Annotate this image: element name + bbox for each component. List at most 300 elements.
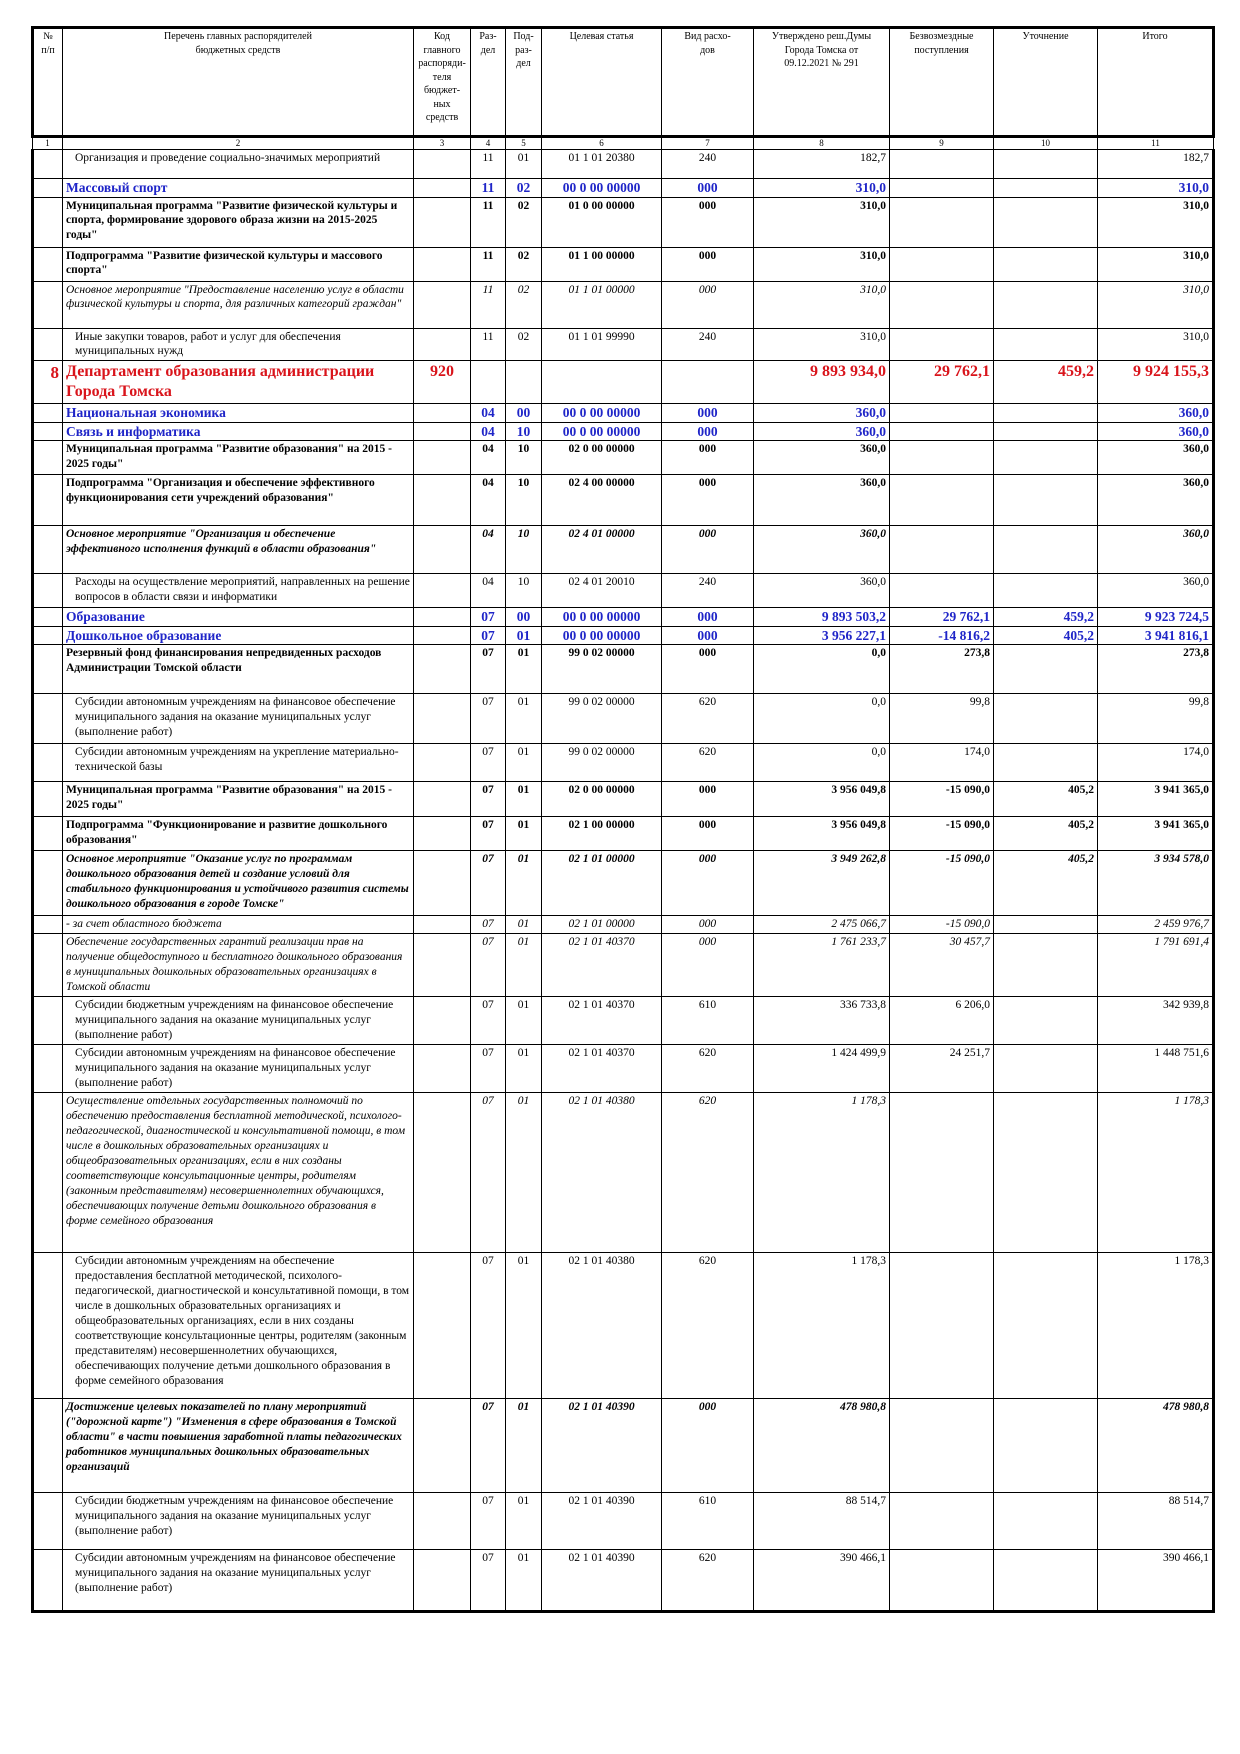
col-subsection-cell: 02 (506, 179, 542, 198)
col-number-cell (33, 475, 63, 526)
col-subsection-cell: 01 (506, 934, 542, 997)
col-section-cell: 11 (471, 328, 506, 361)
col-approved-cell: 182,7 (754, 150, 890, 179)
table-row (33, 150, 1214, 179)
table-row (33, 475, 1214, 526)
col-name-cell: Муниципальная программа "Развитие физической культуры и спорта, формирование здорового образа жизни на 2015-2025 годы" (63, 197, 414, 247)
table-row (33, 1093, 1214, 1253)
col-subsection-cell (506, 361, 542, 404)
col-number-cell (33, 1399, 63, 1493)
column-number-3: 3 (414, 137, 471, 150)
col-target-article-cell: 02 1 01 40380 (542, 1093, 662, 1253)
col-expense-type-cell: 000 (662, 916, 754, 934)
col-total-cell: 182,7 (1098, 150, 1214, 179)
col-name-cell: Субсидии автономным учреждениям на финансовое обеспечение муниципального задания на оказание муниципальных услуг (выполнение работ) (63, 1045, 414, 1093)
column-number-9: 9 (890, 137, 994, 150)
col-total-cell: 99,8 (1098, 694, 1214, 744)
col-number-cell (33, 916, 63, 934)
col-section-cell: 07 (471, 934, 506, 997)
col-number-cell (33, 645, 63, 694)
col-adjustment-cell: 459,2 (994, 361, 1098, 404)
column-number-2: 2 (63, 137, 414, 150)
table-row (33, 441, 1214, 475)
col-grants-cell (890, 441, 994, 475)
col-approved-cell: 0,0 (754, 744, 890, 782)
col-adjustment-cell (994, 441, 1098, 475)
col-admin-code-cell (414, 404, 471, 423)
column-number-11: 11 (1098, 137, 1214, 150)
col-adjustment-cell (994, 281, 1098, 328)
col-admin-code-cell (414, 744, 471, 782)
col-total-cell: 360,0 (1098, 404, 1214, 423)
col-target-article-cell: 02 1 01 40380 (542, 1253, 662, 1399)
col-adjustment-cell (994, 645, 1098, 694)
col-grants-cell (890, 328, 994, 361)
table-row (33, 997, 1214, 1045)
col-name-cell: Субсидии автономным учреждениям на финансовое обеспечение муниципального задания на оказание муниципальных услуг (выполнение работ) (63, 1550, 414, 1612)
table-row (33, 694, 1214, 744)
col-approved-cell: 3 949 262,8 (754, 851, 890, 916)
budget-table-sheet (31, 26, 1212, 1613)
col-expense-type-cell: 240 (662, 328, 754, 361)
col-adjustment-cell (994, 744, 1098, 782)
col-approved-cell: 310,0 (754, 247, 890, 281)
col-grants-cell: -15 090,0 (890, 851, 994, 916)
table-row (33, 817, 1214, 851)
table-body (33, 150, 1214, 1612)
col-section-cell: 04 (471, 404, 506, 423)
col-name-cell: Субсидии автономным учреждениям на обеспечение предоставления бесплатной методической, психолого-педагогической, диагностической и консультативной помощи, в том числе в дошкольных образовательных организациях и общеобразовательных организациях, если в них созданы соответствующие консультационные центры, родителям (законным представителям) несовершеннолетних обучающихся, обеспечивающих получение детьми дошкольного образования в форме семейного образования (63, 1253, 414, 1399)
col-expense-type-cell: 620 (662, 1093, 754, 1253)
col-approved-cell: 2 475 066,7 (754, 916, 890, 934)
header-col-subsection: Под- раз- дел (506, 28, 542, 137)
col-expense-type-cell: 620 (662, 744, 754, 782)
col-number-cell (33, 934, 63, 997)
col-expense-type-cell (662, 361, 754, 404)
col-approved-cell: 310,0 (754, 197, 890, 247)
col-subsection-cell: 01 (506, 626, 542, 645)
col-expense-type-cell: 240 (662, 150, 754, 179)
col-target-article-cell: 02 0 00 00000 (542, 441, 662, 475)
col-total-cell: 88 514,7 (1098, 1493, 1214, 1550)
col-number-cell (33, 1493, 63, 1550)
col-section-cell: 07 (471, 1093, 506, 1253)
col-admin-code-cell (414, 694, 471, 744)
col-number-cell (33, 247, 63, 281)
col-name-cell: Достижение целевых показателей по плану мероприятий ("дорожной карте") "Изменения в сфере образования в Томской области" в части повышения заработной платы педагогических работников муниципальных дошкольных образовательных организаций (63, 1399, 414, 1493)
col-approved-cell: 310,0 (754, 328, 890, 361)
column-number-8: 8 (754, 137, 890, 150)
table-row (33, 934, 1214, 997)
table-row (33, 626, 1214, 645)
col-number-cell (33, 197, 63, 247)
col-number-cell (33, 441, 63, 475)
col-grants-cell (890, 281, 994, 328)
col-number-cell (33, 328, 63, 361)
col-target-article-cell: 02 4 00 00000 (542, 475, 662, 526)
col-grants-cell: -15 090,0 (890, 782, 994, 817)
table-row (33, 645, 1214, 694)
col-expense-type-cell: 000 (662, 1399, 754, 1493)
header-col-total: Итого (1098, 28, 1214, 137)
col-expense-type-cell: 240 (662, 574, 754, 608)
col-total-cell: 310,0 (1098, 197, 1214, 247)
col-number-cell (33, 1550, 63, 1612)
header-row (33, 28, 1214, 137)
col-approved-cell: 88 514,7 (754, 1493, 890, 1550)
col-admin-code-cell (414, 608, 471, 627)
col-subsection-cell: 01 (506, 1093, 542, 1253)
col-admin-code-cell (414, 197, 471, 247)
column-number-7: 7 (662, 137, 754, 150)
col-total-cell: 360,0 (1098, 574, 1214, 608)
col-expense-type-cell: 000 (662, 197, 754, 247)
col-number-cell (33, 281, 63, 328)
col-section-cell: 07 (471, 626, 506, 645)
header-col-name: Перечень главных распорядителей бюджетных средств (63, 28, 414, 137)
col-total-cell: 1 178,3 (1098, 1093, 1214, 1253)
col-target-article-cell: 01 1 01 00000 (542, 281, 662, 328)
table-row (33, 1493, 1214, 1550)
col-section-cell: 11 (471, 197, 506, 247)
col-approved-cell: 360,0 (754, 441, 890, 475)
col-total-cell: 2 459 976,7 (1098, 916, 1214, 934)
col-expense-type-cell: 000 (662, 626, 754, 645)
col-grants-cell (890, 247, 994, 281)
col-subsection-cell: 01 (506, 1399, 542, 1493)
col-section-cell: 04 (471, 441, 506, 475)
col-target-article-cell: 00 0 00 00000 (542, 404, 662, 423)
table-row (33, 782, 1214, 817)
col-section-cell: 07 (471, 1399, 506, 1493)
col-approved-cell: 1 761 233,7 (754, 934, 890, 997)
col-subsection-cell: 01 (506, 744, 542, 782)
col-number-cell (33, 608, 63, 627)
col-approved-cell: 3 956 049,8 (754, 782, 890, 817)
col-expense-type-cell: 000 (662, 817, 754, 851)
col-adjustment-cell (994, 197, 1098, 247)
table-row (33, 574, 1214, 608)
col-number-cell (33, 404, 63, 423)
col-admin-code-cell (414, 281, 471, 328)
col-adjustment-cell: 405,2 (994, 851, 1098, 916)
col-section-cell: 07 (471, 1493, 506, 1550)
col-admin-code-cell (414, 1493, 471, 1550)
col-total-cell: 478 980,8 (1098, 1399, 1214, 1493)
col-name-cell: Департамент образования администрации Города Томска (63, 361, 414, 404)
col-section-cell: 07 (471, 694, 506, 744)
col-expense-type-cell: 620 (662, 1045, 754, 1093)
table-row (33, 1253, 1214, 1399)
col-target-article-cell: 02 0 00 00000 (542, 782, 662, 817)
table-row (33, 328, 1214, 361)
col-grants-cell (890, 179, 994, 198)
col-expense-type-cell: 620 (662, 694, 754, 744)
col-target-article-cell: 02 1 01 00000 (542, 916, 662, 934)
col-section-cell: 04 (471, 422, 506, 441)
col-grants-cell (890, 526, 994, 574)
col-subsection-cell: 10 (506, 441, 542, 475)
col-number-cell (33, 150, 63, 179)
col-number-cell: 8 (33, 361, 63, 404)
col-name-cell: Подпрограмма "Организация и обеспечение эффективного функционирования сети учреждений образования" (63, 475, 414, 526)
col-adjustment-cell (994, 1399, 1098, 1493)
col-name-cell: Основное мероприятие "Организация и обеспечение эффективного исполнения функций в области образования" (63, 526, 414, 574)
col-grants-cell (890, 1253, 994, 1399)
col-adjustment-cell (994, 1253, 1098, 1399)
col-target-article-cell: 02 1 01 00000 (542, 851, 662, 916)
col-subsection-cell: 00 (506, 404, 542, 423)
col-name-cell: Основное мероприятие "Предоставление населению услуг в области физической культуры и спорта, для различных категорий граждан" (63, 281, 414, 328)
col-admin-code-cell: 920 (414, 361, 471, 404)
col-target-article-cell: 01 1 01 99990 (542, 328, 662, 361)
col-expense-type-cell: 000 (662, 645, 754, 694)
table-row (33, 916, 1214, 934)
col-number-cell (33, 1093, 63, 1253)
col-admin-code-cell (414, 526, 471, 574)
col-number-cell (33, 179, 63, 198)
col-target-article-cell: 01 1 01 20380 (542, 150, 662, 179)
col-expense-type-cell: 000 (662, 441, 754, 475)
col-name-cell: Муниципальная программа "Развитие образования" на 2015 - 2025 годы" (63, 782, 414, 817)
col-adjustment-cell: 459,2 (994, 608, 1098, 627)
col-name-cell: Национальная экономика (63, 404, 414, 423)
col-expense-type-cell: 000 (662, 851, 754, 916)
col-expense-type-cell: 000 (662, 281, 754, 328)
col-expense-type-cell: 000 (662, 475, 754, 526)
col-subsection-cell: 10 (506, 475, 542, 526)
col-target-article-cell: 00 0 00 00000 (542, 422, 662, 441)
budget-table (31, 26, 1215, 1613)
col-target-article-cell: 00 0 00 00000 (542, 179, 662, 198)
col-expense-type-cell: 000 (662, 179, 754, 198)
col-number-cell (33, 997, 63, 1045)
col-approved-cell: 9 893 934,0 (754, 361, 890, 404)
col-number-cell (33, 1045, 63, 1093)
col-subsection-cell: 01 (506, 150, 542, 179)
col-target-article-cell: 02 1 01 40370 (542, 934, 662, 997)
col-admin-code-cell (414, 475, 471, 526)
col-approved-cell: 310,0 (754, 179, 890, 198)
col-section-cell: 07 (471, 1550, 506, 1612)
col-name-cell: Субсидии автономным учреждениям на укрепление материально-технической базы (63, 744, 414, 782)
col-approved-cell: 390 466,1 (754, 1550, 890, 1612)
col-approved-cell: 3 956 049,8 (754, 817, 890, 851)
table-row (33, 1045, 1214, 1093)
col-section-cell: 07 (471, 997, 506, 1045)
col-name-cell: Подпрограмма "Развитие физической культуры и массового спорта" (63, 247, 414, 281)
col-expense-type-cell: 620 (662, 1253, 754, 1399)
col-grants-cell: -15 090,0 (890, 817, 994, 851)
col-subsection-cell: 01 (506, 1550, 542, 1612)
col-name-cell: Дошкольное образование (63, 626, 414, 645)
col-subsection-cell: 01 (506, 1493, 542, 1550)
col-admin-code-cell (414, 916, 471, 934)
header-col-adjustment: Уточнение (994, 28, 1098, 137)
col-name-cell: Субсидии бюджетным учреждениям на финансовое обеспечение муниципального задания на оказание муниципальных услуг (выполнение работ) (63, 1493, 414, 1550)
col-approved-cell: 1 178,3 (754, 1093, 890, 1253)
col-name-cell: Муниципальная программа "Развитие образования" на 2015 - 2025 годы" (63, 441, 414, 475)
col-admin-code-cell (414, 934, 471, 997)
col-number-cell (33, 526, 63, 574)
column-number-row (33, 137, 1214, 150)
col-target-article-cell: 02 1 01 40370 (542, 1045, 662, 1093)
col-target-article-cell: 02 4 01 00000 (542, 526, 662, 574)
col-total-cell: 310,0 (1098, 328, 1214, 361)
col-grants-cell: 29 762,1 (890, 608, 994, 627)
col-expense-type-cell: 000 (662, 782, 754, 817)
col-grants-cell: 6 206,0 (890, 997, 994, 1045)
col-adjustment-cell (994, 1493, 1098, 1550)
col-total-cell: 360,0 (1098, 475, 1214, 526)
col-admin-code-cell (414, 179, 471, 198)
col-admin-code-cell (414, 150, 471, 179)
col-expense-type-cell: 610 (662, 997, 754, 1045)
table-row (33, 422, 1214, 441)
col-name-cell: Расходы на осуществление мероприятий, направленных на решение вопросов в области связи и информатики (63, 574, 414, 608)
col-total-cell: 360,0 (1098, 441, 1214, 475)
col-admin-code-cell (414, 1093, 471, 1253)
table-row (33, 361, 1214, 404)
col-subsection-cell: 01 (506, 1045, 542, 1093)
table-row (33, 404, 1214, 423)
col-approved-cell: 360,0 (754, 574, 890, 608)
col-grants-cell (890, 197, 994, 247)
col-subsection-cell: 00 (506, 608, 542, 627)
col-approved-cell: 360,0 (754, 422, 890, 441)
col-grants-cell: 273,8 (890, 645, 994, 694)
col-adjustment-cell (994, 404, 1098, 423)
col-approved-cell: 0,0 (754, 694, 890, 744)
col-section-cell: 07 (471, 1045, 506, 1093)
col-name-cell: Массовый спорт (63, 179, 414, 198)
col-expense-type-cell: 000 (662, 422, 754, 441)
column-number-4: 4 (471, 137, 506, 150)
col-adjustment-cell (994, 1550, 1098, 1612)
table-row (33, 526, 1214, 574)
col-section-cell: 07 (471, 744, 506, 782)
col-subsection-cell: 01 (506, 694, 542, 744)
col-section-cell: 07 (471, 1253, 506, 1399)
col-approved-cell: 310,0 (754, 281, 890, 328)
col-total-cell: 310,0 (1098, 247, 1214, 281)
col-total-cell: 9 923 724,5 (1098, 608, 1214, 627)
col-total-cell: 3 941 365,0 (1098, 817, 1214, 851)
col-section-cell: 11 (471, 281, 506, 328)
col-total-cell: 310,0 (1098, 179, 1214, 198)
col-admin-code-cell (414, 422, 471, 441)
col-name-cell: Резервный фонд финансирования непредвиденных расходов Администрации Томской области (63, 645, 414, 694)
col-number-cell (33, 422, 63, 441)
col-section-cell: 07 (471, 817, 506, 851)
col-grants-cell (890, 574, 994, 608)
header-col-approved: Утверждено реш.Думы Города Томска от 09.12.2021 № 291 (754, 28, 890, 137)
col-subsection-cell: 10 (506, 574, 542, 608)
col-total-cell: 3 941 365,0 (1098, 782, 1214, 817)
col-adjustment-cell (994, 574, 1098, 608)
col-admin-code-cell (414, 1253, 471, 1399)
col-admin-code-cell (414, 574, 471, 608)
col-approved-cell: 1 178,3 (754, 1253, 890, 1399)
col-adjustment-cell (994, 526, 1098, 574)
col-approved-cell: 1 424 499,9 (754, 1045, 890, 1093)
col-name-cell: Основное мероприятие "Оказание услуг по программам дошкольного образования детей и создание условий для стабильного функционирования и устойчивого развития системы дошкольного образования в городе Томске" (63, 851, 414, 916)
col-adjustment-cell (994, 247, 1098, 281)
col-total-cell: 360,0 (1098, 422, 1214, 441)
col-name-cell: Субсидии бюджетным учреждениям на финансовое обеспечение муниципального задания на оказание муниципальных услуг (выполнение работ) (63, 997, 414, 1045)
col-target-article-cell: 99 0 02 00000 (542, 744, 662, 782)
col-adjustment-cell (994, 179, 1098, 198)
col-approved-cell: 360,0 (754, 404, 890, 423)
col-approved-cell: 3 956 227,1 (754, 626, 890, 645)
header-col-admin-code: Код главного распоряди- теля бюджет- ных средств (414, 28, 471, 137)
col-name-cell: Организация и проведение социально-значимых мероприятий (63, 150, 414, 179)
col-grants-cell: -14 816,2 (890, 626, 994, 645)
col-subsection-cell: 02 (506, 328, 542, 361)
table-row (33, 1550, 1214, 1612)
col-approved-cell: 360,0 (754, 526, 890, 574)
col-total-cell: 9 924 155,3 (1098, 361, 1214, 404)
col-admin-code-cell (414, 1550, 471, 1612)
header-col-number: № п/п (33, 28, 63, 137)
col-adjustment-cell (994, 997, 1098, 1045)
col-grants-cell: 174,0 (890, 744, 994, 782)
column-number-6: 6 (542, 137, 662, 150)
col-target-article-cell: 02 1 01 40370 (542, 997, 662, 1045)
col-expense-type-cell: 000 (662, 404, 754, 423)
table-row (33, 1399, 1214, 1493)
col-subsection-cell: 10 (506, 422, 542, 441)
col-name-cell: Образование (63, 608, 414, 627)
col-adjustment-cell (994, 1045, 1098, 1093)
col-adjustment-cell (994, 694, 1098, 744)
table-row (33, 179, 1214, 198)
col-number-cell (33, 1253, 63, 1399)
col-name-cell: Связь и информатика (63, 422, 414, 441)
col-grants-cell: -15 090,0 (890, 916, 994, 934)
col-grants-cell (890, 1399, 994, 1493)
column-number-1: 1 (33, 137, 63, 150)
col-section-cell (471, 361, 506, 404)
col-number-cell (33, 782, 63, 817)
col-number-cell (33, 694, 63, 744)
col-admin-code-cell (414, 1045, 471, 1093)
col-number-cell (33, 574, 63, 608)
col-target-article-cell: 00 0 00 00000 (542, 626, 662, 645)
col-expense-type-cell: 000 (662, 247, 754, 281)
col-admin-code-cell (414, 1399, 471, 1493)
col-grants-cell (890, 1493, 994, 1550)
column-number-10: 10 (994, 137, 1098, 150)
col-target-article-cell (542, 361, 662, 404)
col-target-article-cell: 99 0 02 00000 (542, 694, 662, 744)
table-row (33, 197, 1214, 247)
col-name-cell: Осуществление отдельных государственных полномочий по обеспечению предоставления бесплатной методической, психолого-педагогической, диагностической и консультативной помощи, в том числе в дошкольных образовательных организациях и общеобразовательных организациях, если в них созданы соответствующие консультационные центры, родителям (законным представителям) несовершеннолетних обучающихся, обеспечивающих получение детьми дошкольного образования в форме семейного образования (63, 1093, 414, 1253)
col-section-cell: 07 (471, 782, 506, 817)
col-subsection-cell: 01 (506, 645, 542, 694)
col-grants-cell (890, 475, 994, 526)
col-total-cell: 310,0 (1098, 281, 1214, 328)
col-expense-type-cell: 000 (662, 934, 754, 997)
col-target-article-cell: 01 1 00 00000 (542, 247, 662, 281)
col-subsection-cell: 01 (506, 851, 542, 916)
col-section-cell: 07 (471, 608, 506, 627)
col-adjustment-cell (994, 1093, 1098, 1253)
col-approved-cell: 336 733,8 (754, 997, 890, 1045)
column-number-5: 5 (506, 137, 542, 150)
col-total-cell: 3 934 578,0 (1098, 851, 1214, 916)
col-expense-type-cell: 000 (662, 608, 754, 627)
